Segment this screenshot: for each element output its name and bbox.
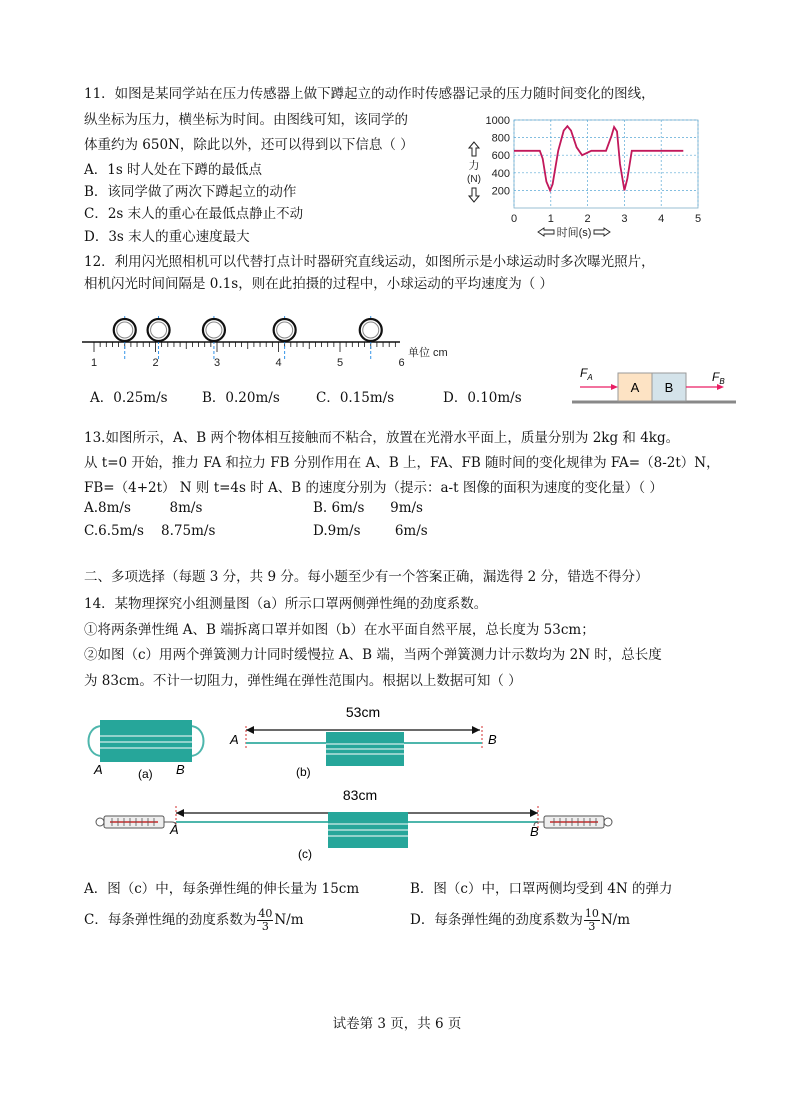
svg-text:A: A: [170, 822, 179, 837]
q11-line2: 纵坐标为压力，横坐标为时间。由图线可知，该同学的: [84, 112, 408, 128]
svg-text:(b): (b): [296, 765, 311, 779]
q12-option-d: D．0.10m/s: [443, 390, 522, 406]
q14-line1: 14．某物理探究小组测量图（a）所示口罩两侧弹性绳的劲度系数。: [84, 596, 488, 612]
force-time-chart: [462, 108, 712, 248]
q11-option-b: B．该同学做了两次下蹲起立的动作: [84, 184, 297, 200]
page-footer: 试卷第 3 页，共 6 页: [332, 1016, 462, 1032]
chart-grid: [514, 120, 698, 208]
ear-loop-right: [190, 726, 204, 756]
q14-option-d: D．每条弹性绳的劲度系数为 $\frac{10}{3}$ N/m: [410, 907, 630, 933]
ruler-label: 1: [90, 357, 98, 369]
mask-figure-a: [80, 712, 220, 794]
x-tick-label: 1: [547, 213, 554, 225]
down-arrow-icon: [469, 188, 479, 202]
svg-text:53cm: 53cm: [345, 704, 381, 720]
y-tick-label: 200: [491, 185, 510, 198]
q14-option-a: A．图（c）中，每条弹性绳的伸长量为 15cm: [84, 881, 360, 897]
y-axis-label: [467, 142, 481, 202]
ruler-label: 6: [398, 357, 405, 369]
q11-line1: 11．如图是某同学站在压力传感器上做下蹲起立的动作时传感器记录的压力随时间变化的图线，: [84, 86, 655, 102]
svg-text:83cm: 83cm: [342, 787, 378, 803]
y-tick-label: 800: [491, 132, 510, 145]
svg-text:时间(s): 时间(s): [556, 227, 592, 239]
q11-option-d: D．3s 末人的重心速度最大: [84, 229, 250, 245]
q14-option-b: B．图（c）中，口罩两侧均受到 4N 的弹力: [410, 881, 673, 897]
x-tick-label: 0: [510, 213, 518, 225]
q13-option-c: C.6.5m/s 8.75m/s: [84, 523, 216, 539]
fraction-40-3: $\frac{40}{3}$: [258, 907, 273, 933]
q13-line2: 从 t=0 开始，推力 FA 和拉力 FB 分别作用在 A、B 上，FA、FB 随时间的变化规律为 FA=（8-2t）N，: [84, 455, 720, 471]
q12-line1: 12．利用闪光照相机可以代替打点计时器研究直线运动，如图所示是小球运动时多次曝光照片，: [84, 254, 655, 270]
force-a-label: $F_A$: [580, 366, 593, 382]
x-axis-label: [538, 225, 610, 239]
left-arrow-icon: [538, 228, 554, 236]
x-tick-label: 4: [658, 213, 665, 225]
q14-line4: 为 83cm。不计一切阻力，弹性绳在弹性范围内。根据以上数据可知（ ）: [84, 673, 522, 689]
y-tick-label: 400: [491, 167, 510, 180]
section-heading: 二、多项选择（每题 3 分，共 9 分。每小题至少有一个答案正确，漏选得 2 分，错选不得分）: [84, 569, 649, 585]
svg-text:B: B: [488, 732, 497, 747]
svg-text:力: 力: [468, 160, 480, 172]
svg-text:B: B: [530, 824, 539, 839]
force-b-label: $F_B$: [712, 370, 725, 386]
mask-figure-b: [228, 704, 508, 782]
ruler-figure: [82, 312, 462, 374]
x-tick-label: 3: [621, 213, 628, 225]
ruler-label: 5: [336, 357, 344, 369]
right-arrow-icon: [594, 228, 610, 236]
q12-line2: 相机闪光时间间隔是 0.1s，则在此拍摄的过程中，小球运动的平均速度为（ ）: [84, 276, 553, 292]
x-tick-label: 5: [694, 213, 702, 225]
blocks-figure: [568, 360, 740, 410]
q13-option-b: B. 6m/s 9m/s: [313, 500, 423, 516]
mask-body: [100, 720, 192, 762]
mask-figure-c: [92, 784, 622, 864]
fraction-10-3: $\frac{10}{3}$: [584, 907, 599, 933]
force-curve: [514, 126, 683, 190]
q13-line1: 13.如图所示，A、B 两个物体相互接触而不粘合，放置在光滑水平面上，质量分别为 2kg 和 4kg。: [84, 430, 680, 446]
q11-line3: 体重约为 650N，除此以外，还可以得到以下信息（ ）: [84, 137, 414, 153]
ruler-label: 2: [152, 357, 159, 369]
q14-line3: ②如图（c）用两个弹簧测力计同时缓慢拉 A、B 端，当两个弹簧测力计示数均为 2N 时，总长度: [84, 647, 662, 663]
block-b-label: B: [664, 380, 674, 395]
q14-line2: ①将两条弹性绳 A、B 端拆离口罩并如图（b）在水平面自然平展，总长度为 53cm；: [84, 622, 595, 638]
svg-text:(N): (N): [467, 174, 481, 185]
svg-text:(a): (a): [138, 767, 153, 781]
ear-loop-left: [89, 726, 103, 756]
q12-option-a: A．0.25m/s: [90, 390, 168, 406]
q11-option-a: A．1s 时人处在下蹲的最低点: [84, 162, 263, 178]
svg-text:B: B: [176, 762, 185, 777]
svg-text:A: A: [94, 762, 103, 777]
plot-frame: [514, 120, 698, 208]
force-a-arrowhead: [611, 384, 618, 390]
ruler-label: 4: [275, 357, 282, 369]
svg-text:A: A: [230, 732, 239, 747]
q11-option-c: C．2s 末人的重心在最低点静止不动: [84, 206, 304, 222]
svg-text:(c): (c): [298, 847, 312, 861]
x-tick-label: 2: [584, 213, 591, 225]
q12-option-c: C．0.15m/s: [316, 390, 395, 406]
ruler-unit: 单位 cm: [408, 347, 448, 359]
y-tick-label: 1000: [485, 115, 510, 127]
ruler-label: 3: [213, 357, 221, 369]
y-tick-label: 600: [491, 150, 510, 163]
up-arrow-icon: [469, 142, 479, 156]
ball-images: [114, 316, 382, 360]
q12-option-b: B．0.20m/s: [202, 390, 280, 406]
q13-option-d: D.9m/s 6m/s: [313, 523, 428, 539]
q13-line3: FB=（4+2t） N 则 t=4s 时 A、B 的速度分别为（提示：a-t 图像的面积为速度的变化量）（ ）: [84, 480, 663, 496]
q13-option-a: A.8m/s 8m/s: [84, 500, 203, 516]
chart-ticks: [486, 115, 702, 225]
q14-option-c: C．每条弹性绳的劲度系数为 $\frac{40}{3}$ N/m: [84, 907, 304, 933]
spring-scale-left: [96, 816, 176, 828]
ruler: [82, 342, 405, 369]
spring-scale-right: [534, 816, 612, 828]
block-a-label: A: [630, 380, 640, 395]
